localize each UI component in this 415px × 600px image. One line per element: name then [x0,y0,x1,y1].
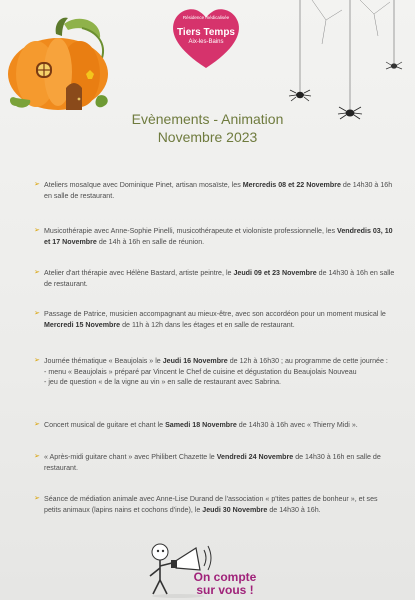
arrow-bullet-icon: ➢ [34,181,40,188]
arrow-bullet-icon: ➢ [34,453,40,460]
pumpkin-house-icon [2,14,114,114]
arrow-bullet-icon: ➢ [34,495,40,502]
logo-city: Aix-les-Bains [188,39,224,45]
list-item: ➢ Journée thématique « Beaujolais » le Jeudi 16 Novembre de 12h à 16h30 ; au programme de cette journée : - menu « Beaujolais » préparé par Vincent le Chef de cuisine et dégustation du Beaujolais Nouveau - jeu de question « de la vigne au vin » en salle de restaurant avec Sabrina. [34,357,388,387]
list-item: ➢ Séance de médiation animale avec Anne-Lise Durand de l'association « p'tites pattes de bonheur », et ses petits animaux (lapins nains et cochons d'inde), le Jeudi 30 Novembre de 14h30 à 16h. [34,495,378,514]
list-item: ➢ Concert musical de guitare et chant le Samedi 18 Novembre de 14h30 à 16h avec « Thierry Midi ». [34,421,358,429]
list-item: ➢ Ateliers mosaïque avec Dominique Pinet, artisan mosaïste, les Mercredis 08 et 22 Novembre de 14h30 à 16h en salle de restaurant. [34,181,393,200]
slogan-line2: sur vous ! [196,583,254,597]
arrow-bullet-icon: ➢ [34,310,40,317]
list-item: ➢ Passage de Patrice, musicien accompagnant au mieux-être, avec son accordéon pour un moment musical le Mercredi 15 Novembre de 11h à 12h dans les étages et en salle de restaurant. [34,310,386,329]
list-item: ➢ « Après-midi guitare chant » avec Philibert Chazette le Vendredi 24 Novembre de 14h30 à 16h en salle de restaurant. [34,453,381,472]
page-subtitle: Novembre 2023 [157,129,258,145]
page-title: Evènements - Animation [131,111,284,127]
arrow-bullet-icon: ➢ [34,227,40,234]
arrow-bullet-icon: ➢ [34,357,40,364]
arrow-bullet-icon: ➢ [34,269,40,276]
list-item: ➢ Atelier d'art thérapie avec Hélène Bastard, artiste peintre, le Jeudi 09 et 23 Novembre de 14h30 à 16h en salle de restaurant. [34,269,395,288]
logo-subtitle: Résidence médicalisée [182,15,230,20]
list-item: ➢ Musicothérapie avec Anne-Sophie Pinelli, musicothérapeute et violoniste professionnelle, les Vendredis 03, 10 et 17 Novembre de 14h à 16h en salle de réunion. [34,227,393,246]
arrow-bullet-icon: ➢ [34,421,40,428]
logo-name: Tiers Temps [177,27,235,38]
slogan-line1: On compte [193,570,257,584]
